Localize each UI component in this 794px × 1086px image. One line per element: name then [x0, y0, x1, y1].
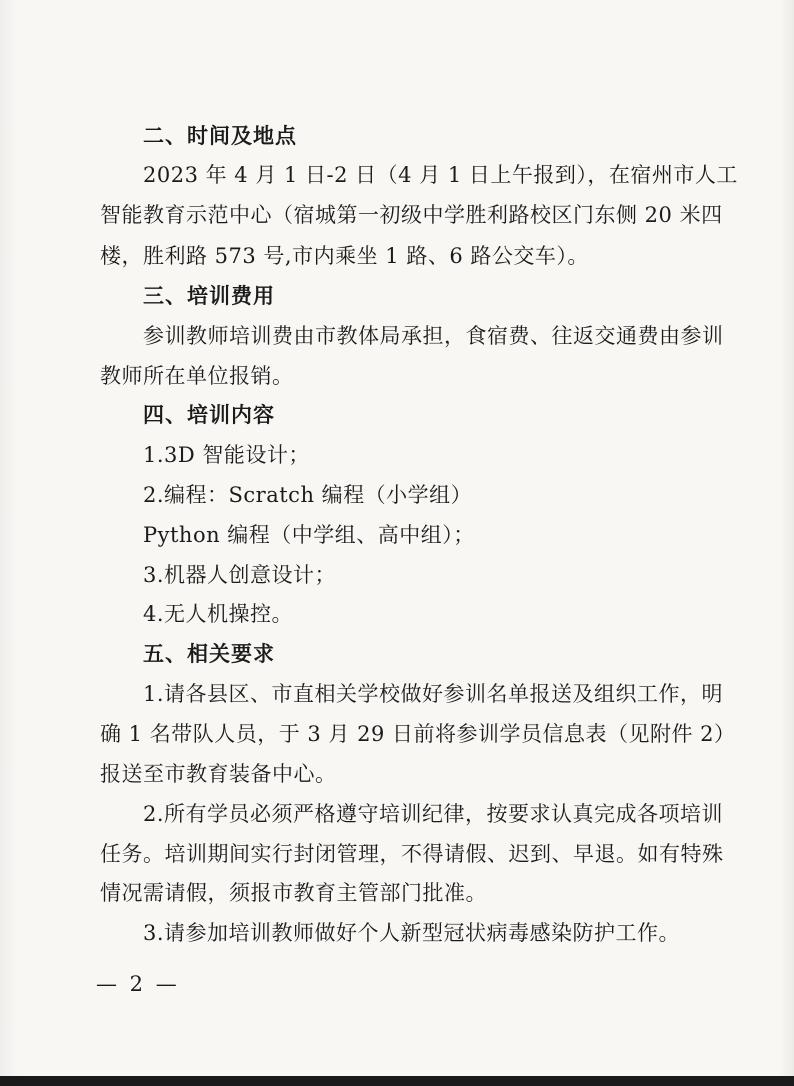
- paragraph-line: 确 1 名带队人员，于 3 月 29 日前将参训学员信息表（见附件 2）: [100, 722, 736, 746]
- section-heading-time-location: 二、时间及地点: [143, 124, 297, 148]
- paragraph-line: 任务。培训期间实行封闭管理，不得请假、迟到、早退。如有特殊: [100, 842, 724, 866]
- paragraph-line: 楼，胜利路 573 号,市内乘坐 1 路、6 路公交车）。: [100, 244, 589, 268]
- scan-edge-bar: [0, 1076, 794, 1086]
- paragraph-line: 报送至市教育装备中心。: [100, 762, 337, 786]
- paragraph-line: 3.请参加培训教师做好个人新型冠状病毒感染防护工作。: [143, 921, 681, 945]
- page-number: — 2 —: [96, 972, 180, 996]
- paragraph-line: 智能教育示范中心（宿城第一初级中学胜利路校区门东侧 20 米四: [100, 203, 723, 227]
- paragraph-line: 2.所有学员必须严格遵守培训纪律，按要求认真完成各项培训: [143, 802, 724, 826]
- paragraph-line: 情况需请假，须报市教育主管部门批准。: [100, 881, 487, 905]
- list-item: 4.无人机操控。: [143, 602, 294, 626]
- paragraph-line: 2023 年 4 月 1 日-2 日（4 月 1 日上午报到），在宿州市人工: [143, 163, 738, 187]
- section-heading-training-content: 四、培训内容: [143, 403, 275, 427]
- paragraph-line: 教师所在单位报销。: [100, 364, 294, 388]
- paragraph-line: 参训教师培训费由市教体局承担，食宿费、往返交通费由参训: [143, 324, 724, 348]
- list-item: 2.编程：Scratch 编程（小学组）: [143, 483, 473, 507]
- section-heading-training-fees: 三、培训费用: [143, 284, 275, 308]
- list-item: 1.3D 智能设计；: [143, 443, 310, 467]
- list-item: Python 编程（中学组、高中组）；: [143, 523, 475, 547]
- list-item: 3.机器人创意设计；: [143, 563, 337, 587]
- paragraph-line: 1.请各县区、市直相关学校做好参训名单报送及组织工作，明: [143, 682, 724, 706]
- section-heading-requirements: 五、相关要求: [143, 642, 275, 666]
